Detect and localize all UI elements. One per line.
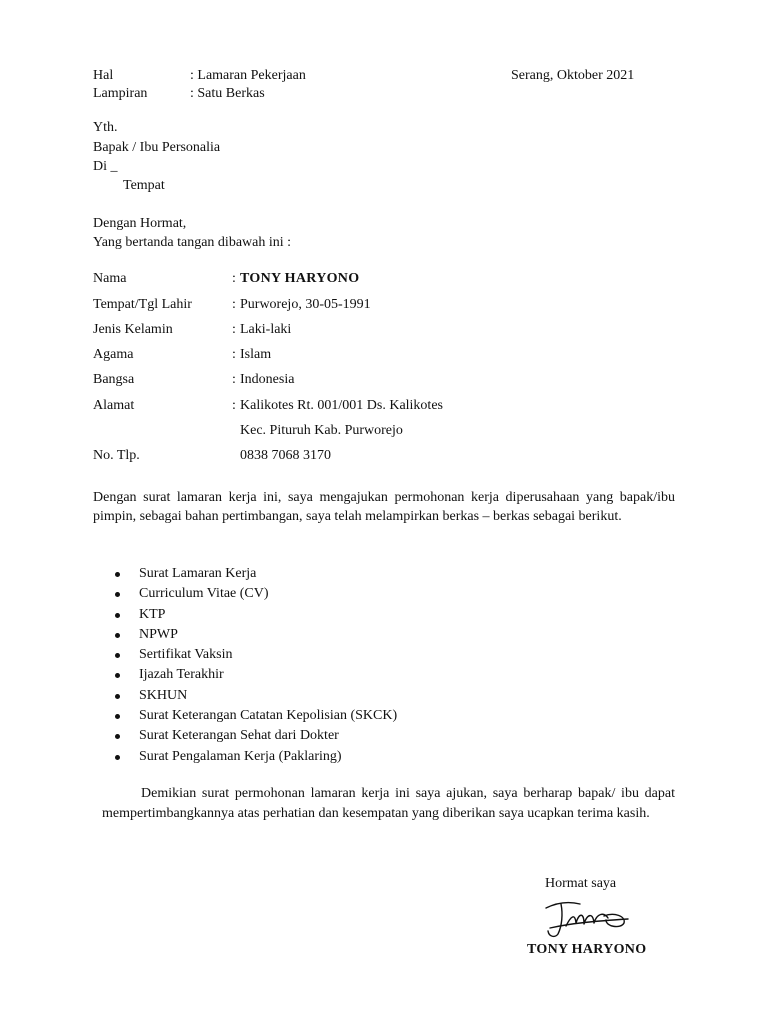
list-item xyxy=(112,564,397,584)
subject-value: : Lamaran Pekerjaan xyxy=(190,68,306,83)
intro-line: Yang bertanda tangan dibawah ini : xyxy=(93,235,292,250)
list-item-label: SKHUN xyxy=(139,687,188,703)
list-item-label: Surat Keterangan Sehat dari Dokter xyxy=(139,728,339,744)
attachment-count-value: : Satu Berkas xyxy=(190,86,265,101)
list-item-label: Surat Keterangan Catatan Kepolisian (SKCK) xyxy=(139,708,398,724)
list-item-label: Sertifikat Vaksin xyxy=(139,647,233,663)
list-item xyxy=(112,625,397,645)
identity-value: Purworejo, 30-05-1991 xyxy=(240,297,371,312)
list-item xyxy=(112,747,397,767)
bullet-icon xyxy=(115,734,120,739)
identity-value: Kalikotes Rt. 001/001 Ds. Kalikotes xyxy=(240,398,443,413)
identity-value: Indonesia xyxy=(240,372,295,387)
bullet-icon xyxy=(115,714,120,719)
recipient-line-1: Yth. xyxy=(93,120,118,135)
list-item xyxy=(112,706,397,726)
identity-colon: : xyxy=(232,297,236,312)
bullet-icon xyxy=(115,592,120,597)
identity-label: Jenis Kelamin xyxy=(93,322,173,337)
body-paragraph: Dengan surat lamaran kerja ini, saya mengajukan permohonan kerja diperusahaan yang bapak/ibu pimpin, sebagai bahan pertimbangan, saya telah melampirkan berkas – berkas sebagai berikut. xyxy=(93,490,675,524)
bullet-icon xyxy=(115,653,120,658)
identity-colon: : xyxy=(232,398,236,413)
list-item xyxy=(112,665,397,685)
attachment-list xyxy=(112,564,397,767)
bullet-icon xyxy=(115,694,120,699)
bullet-icon xyxy=(115,673,120,678)
identity-label: Agama xyxy=(93,347,134,362)
identity-label: No. Tlp. xyxy=(93,448,140,463)
bullet-icon xyxy=(115,613,120,618)
closing-paragraph: Demikian surat permohonan lamaran kerja ini saya ajukan, saya berharap bapak/ ibu dapat mempertimbangkannya atas perhatian dan kesempatan yang diberikan saya ucapkan terima kasih. xyxy=(102,786,675,821)
bullet-icon xyxy=(115,755,120,760)
recipient-line-2: Bapak / Ibu Personalia xyxy=(93,140,221,155)
valediction: Hormat saya xyxy=(545,876,617,891)
subject-label: Hal xyxy=(93,68,114,83)
identity-value: 0838 7068 3170 xyxy=(240,448,331,463)
list-item-label: NPWP xyxy=(139,626,178,642)
list-item-label: KTP xyxy=(139,606,166,622)
handwritten-signature xyxy=(542,896,632,940)
identity-label: Nama xyxy=(93,271,127,286)
list-item xyxy=(112,605,397,625)
bullet-icon xyxy=(115,633,120,638)
attachment-count-label: Lampiran xyxy=(93,86,148,101)
list-item xyxy=(112,584,397,604)
identity-label: Tempat/Tgl Lahir xyxy=(93,297,192,312)
recipient-line-4: Tempat xyxy=(123,178,165,193)
list-item-label: Surat Pengalaman Kerja (Paklaring) xyxy=(139,748,342,764)
salutation: Dengan Hormat, xyxy=(93,216,187,231)
identity-value: Islam xyxy=(240,347,272,362)
list-item xyxy=(112,726,397,746)
identity-label: Bangsa xyxy=(93,372,135,387)
list-item-label: Ijazah Terakhir xyxy=(139,667,224,683)
list-item-label: Surat Lamaran Kerja xyxy=(139,566,257,581)
recipient-line-3: Di _ xyxy=(93,159,118,174)
bullet-icon xyxy=(115,572,120,577)
identity-value: Laki-laki xyxy=(240,322,292,337)
list-item-label: Curriculum Vitae (CV) xyxy=(139,586,269,602)
signatory-name: TONY HARYONO xyxy=(527,942,647,957)
identity-colon: : xyxy=(232,372,236,387)
identity-label: Alamat xyxy=(93,398,135,413)
identity-colon: : xyxy=(232,322,236,337)
identity-value-name: TONY HARYONO xyxy=(240,271,360,286)
identity-colon: : xyxy=(232,271,236,286)
list-item xyxy=(112,645,397,665)
identity-value-continued: Kec. Pituruh Kab. Purworejo xyxy=(240,423,403,438)
identity-colon: : xyxy=(232,347,236,362)
place-date: Serang, Oktober 2021 xyxy=(511,68,635,83)
list-item xyxy=(112,686,397,706)
